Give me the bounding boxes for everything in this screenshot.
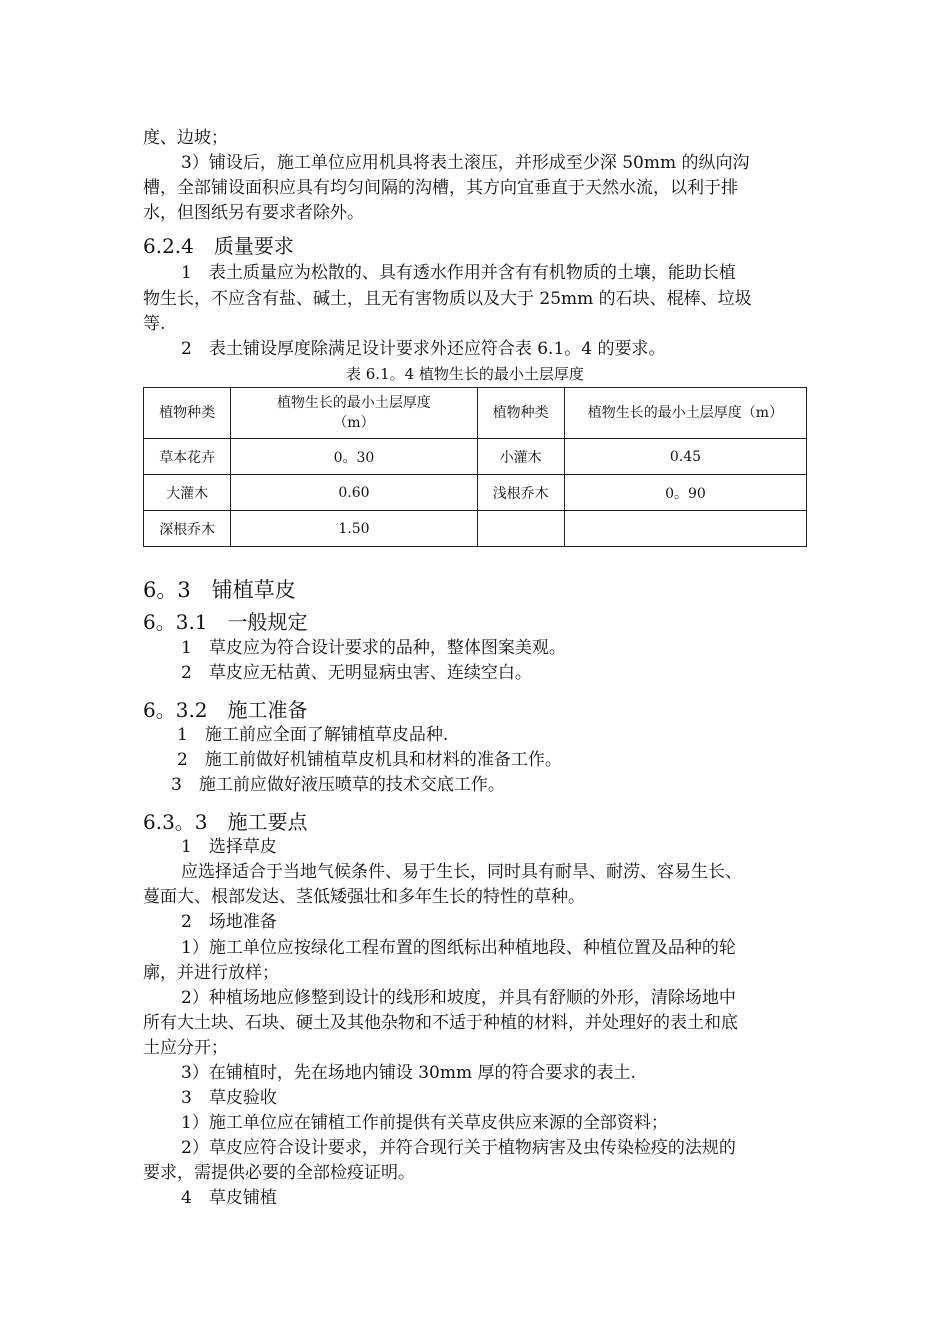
table-row: [144, 475, 807, 511]
text-line: 1）施工单位应在铺植工作前提供有关草皮供应来源的全部资料；: [181, 1113, 668, 1133]
text-line: 土应分开；: [143, 1038, 228, 1058]
text-line: 2）草皮应符合设计要求，并符合现行关于植物病害及虫传染检疫的法规的: [181, 1138, 736, 1158]
text-line: 1）施工单位应按绿化工程布置的图纸标出种植地段、种植位置及品种的轮: [181, 938, 736, 958]
text-line: 3 草皮验收: [181, 1088, 277, 1108]
section-heading-6-3-3: 6.3。3 施工要点: [143, 810, 308, 834]
table-header-row: [144, 388, 807, 439]
text-line: 1 选择草皮: [181, 837, 277, 857]
text-line: 水，但图纸另有要求者除外。: [143, 203, 364, 223]
text-line: 3）在铺植时，先在场地内铺设 30mm 厚的符合要求的表土.: [181, 1063, 636, 1083]
header-unit: （m）: [333, 415, 375, 431]
text-line: 3）铺设后，施工单位应用机具将表土滚压，并形成至少深 50mm 的纵向沟: [181, 153, 750, 173]
section-heading-6-3-2: 6。3.2 施工准备: [143, 698, 308, 722]
table-caption: 表 6.1。4 植物生长的最小土层厚度: [346, 365, 584, 383]
section-heading-6-3: 6。3 铺植草皮: [143, 578, 296, 602]
text-line: 1 表土质量应为松散的、具有透水作用并含有有机物质的土壤，能助长植: [181, 263, 736, 283]
text-line: 蔓面大、根部发达、茎低矮强壮和多年生长的特性的草种。: [143, 887, 585, 907]
table-cell: 深根乔木: [144, 511, 231, 547]
text-line: 廓，并进行放样；: [143, 963, 279, 983]
text-line: 所有大土块、石块、硬土及其他杂物和不适于种植的材料，并处理好的表土和底: [143, 1013, 738, 1033]
table-cell: 草本花卉: [144, 439, 231, 475]
table-cell: 浅根乔木: [477, 475, 564, 511]
table-row: [144, 439, 807, 475]
table-cell: 0。90: [564, 475, 806, 511]
text-line: 度、边坡；: [143, 128, 228, 148]
text-line: 2 施工前做好机铺植草皮机具和材料的准备工作。: [177, 750, 562, 770]
table-cell: 大灌木: [144, 475, 231, 511]
text-line: 3 施工前应做好液压喷草的技术交底工作。: [171, 775, 505, 795]
table-header-cell: 植物种类: [144, 388, 231, 439]
table-row: [144, 511, 807, 547]
table-header-cell: 植物生长的最小土层厚度（m）: [564, 388, 806, 439]
table-header-cell: [231, 388, 477, 439]
soil-thickness-table: [143, 387, 807, 547]
text-line: 2 草皮应无枯黄、无明显病虫害、连续空白。: [181, 663, 532, 683]
table-cell: 0.45: [564, 439, 806, 475]
table-header-cell: 植物种类: [477, 388, 564, 439]
text-line: 槽，全部铺设面积应具有均匀间隔的沟槽，其方向宜垂直于天然水流，以利于排: [143, 178, 738, 198]
text-line: 2）种植场地应修整到设计的线形和坡度，并具有舒顺的外形，清除场地中: [181, 988, 736, 1008]
text-line: 等.: [143, 314, 166, 334]
table-cell: [477, 511, 564, 547]
table-cell: 0。30: [231, 439, 477, 475]
table-cell: [564, 511, 806, 547]
text-line: 1 施工前应全面了解铺植草皮品种.: [177, 725, 449, 745]
text-line: 4 草皮铺植: [181, 1188, 277, 1208]
section-heading-6-2-4: 6.2.4 质量要求: [143, 234, 294, 258]
text-line: 2 场地准备: [181, 912, 277, 932]
text-line: 要求，需提供必要的全部检疫证明。: [143, 1163, 415, 1183]
table-cell: 小灌木: [477, 439, 564, 475]
header-text: 植物生长的最小土层厚度: [276, 395, 431, 411]
section-heading-6-3-1: 6。3.1 一般规定: [143, 610, 308, 634]
table-cell: 1.50: [231, 511, 477, 547]
table-cell: 0.60: [231, 475, 477, 511]
text-line: 1 草皮应为符合设计要求的品种，整体图案美观。: [181, 638, 566, 658]
text-line: 物生长，不应含有盐、碱土，且无有害物质以及大于 25mm 的石块、棍棒、垃圾: [143, 289, 752, 309]
text-line: 2 表土铺设厚度除满足设计要求外还应符合表 6.1。4 的要求。: [181, 339, 666, 359]
text-line: 应选择适合于当地气候条件、易于生长，同时具有耐旱、耐涝、容易生长、: [181, 862, 742, 882]
